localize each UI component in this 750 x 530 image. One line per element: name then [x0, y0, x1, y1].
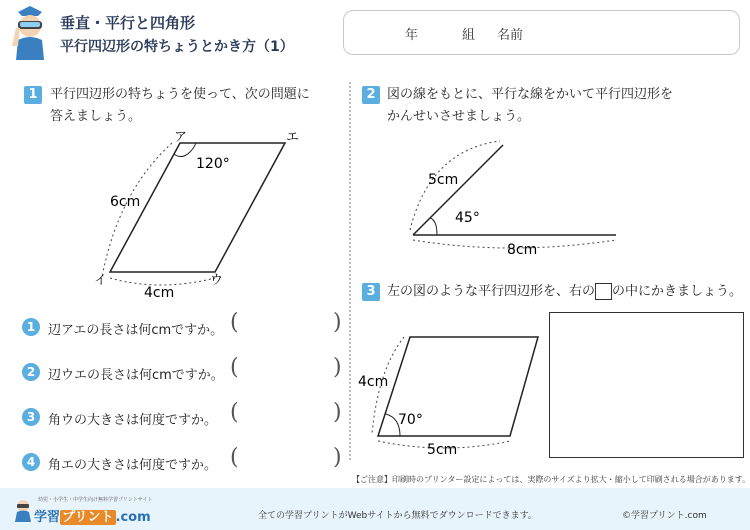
class-label: 組	[462, 28, 476, 43]
subquestion-2-text: 辺ウエの長さは何cmですか。	[48, 368, 224, 383]
name-label: 名前	[497, 28, 524, 43]
answer-1-paren-open: (	[230, 310, 239, 335]
side-bottom-label-q1: 4cm	[144, 285, 175, 301]
vertex-e: エ	[286, 130, 300, 145]
site-logo[interactable]	[34, 506, 151, 525]
angle-label-q3: 70°	[398, 412, 423, 428]
vertex-u: ウ	[210, 273, 224, 288]
page-subtitle: 平行四辺形の特ちょうとかき方（1）	[60, 39, 294, 55]
question-2-text-line2: かんせいさせましょう。	[387, 109, 531, 124]
question-1-text-line2: 答えましょう。	[50, 109, 142, 124]
subquestion-4-text: 角エの大きさは何度ですか。	[48, 458, 218, 473]
site-logo-part1: 学習	[34, 510, 61, 525]
bottom-label-q2: 8cm	[507, 242, 538, 258]
angle-label-q1: 120°	[196, 156, 230, 172]
slant-label-q2: 5cm	[428, 172, 459, 188]
year-label: 年	[405, 28, 419, 43]
side-left-label-q3: 4cm	[358, 374, 389, 390]
side-left-label-q1: 6cm	[110, 194, 141, 210]
question-2-text-line1: 図の線をもとに、平行な線をかいて平行四辺形を	[387, 87, 674, 102]
vertex-i: イ	[94, 273, 108, 288]
site-logo-icon	[12, 498, 34, 522]
answer-3-paren-open: (	[230, 400, 239, 425]
subquestion-3-number: 3	[22, 408, 40, 426]
question-3-number: 3	[362, 283, 380, 301]
subquestion-4-number: 4	[22, 453, 40, 471]
print-notice: 【ご注意】印刷時のプリンター設定によっては、実際のサイズより拡大・縮小して印刷される場合があります。	[352, 475, 750, 484]
site-tagline: 幼児・小学生・中学生向け無料学習プリントサイト	[38, 497, 153, 503]
site-logo-part3: .com	[115, 510, 151, 525]
angle-label-q2: 45°	[455, 210, 480, 226]
footer-text: 全ての学習プリントがWebサイトから無料でダウンロードできます。	[258, 511, 537, 521]
vertex-a: ア	[174, 130, 188, 145]
answer-1-paren-close: )	[333, 310, 342, 335]
question-1-number: 1	[24, 86, 42, 104]
answer-2-paren-close: )	[333, 355, 342, 380]
question-1-text-line1: 平行四辺形の特ちょうを使って、次の問題に	[50, 87, 310, 102]
answer-3-paren-close: )	[333, 400, 342, 425]
side-bottom-label-q3: 5cm	[427, 442, 458, 458]
page-title: 垂直・平行と四角形	[60, 14, 196, 32]
subquestion-2-number: 2	[22, 363, 40, 381]
answer-4-paren-open: (	[230, 445, 239, 470]
subquestion-1-text: 辺アエの長さは何cmですか。	[48, 323, 224, 338]
answer-2-paren-open: (	[230, 355, 239, 380]
answer-4-paren-close: )	[333, 445, 342, 470]
question-3-text-before: 左の図のような平行四辺形を、右の	[387, 284, 596, 299]
answer-drawing-box[interactable]	[549, 312, 744, 458]
question-3-text-after: の中にかきましょう。	[612, 284, 743, 299]
subquestion-1-number: 1	[22, 318, 40, 336]
footer-brand: ©学習プリント.com	[622, 511, 707, 521]
site-logo-part2: プリント	[62, 510, 114, 525]
question-2-number: 2	[362, 86, 380, 104]
subquestion-3-text: 角ウの大きさは何度ですか。	[48, 413, 218, 428]
